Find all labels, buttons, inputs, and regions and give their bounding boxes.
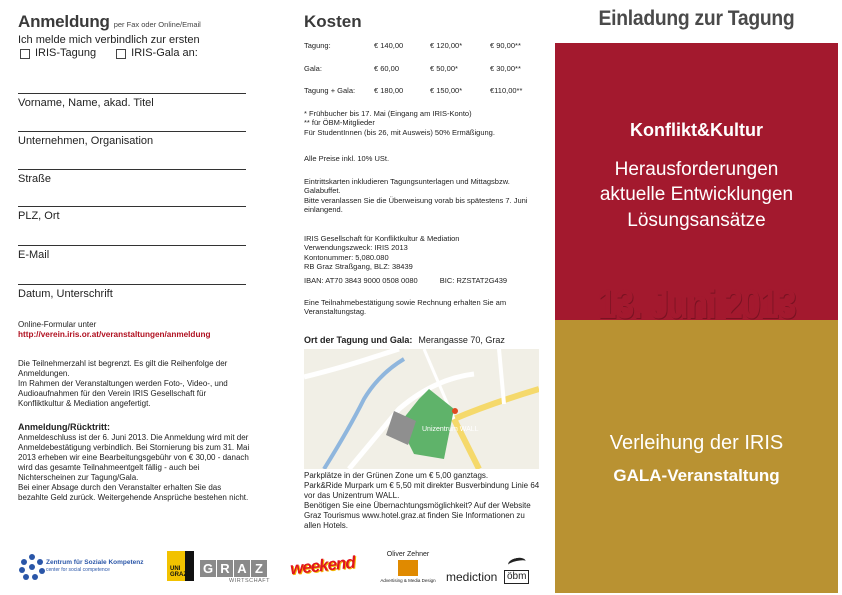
online-form-link[interactable]: http://verein.iris.or.at/veranstaltungen/anmeldung	[18, 330, 211, 339]
info-recording: Im Rahmen der Veranstaltungen werden Foto-, Video-, und Audioaufnahmen für den Verein IRIS Gesellschaft für Konfliktkultur & Mediation angefertigt.	[18, 379, 228, 408]
registration-note: per Fax oder Online/Email	[113, 20, 201, 29]
uni-graz-logo	[167, 551, 194, 581]
subtitle-challenges: Herausforderungen	[614, 159, 779, 180]
field-signature[interactable]: Datum, Unterschrift	[18, 284, 246, 300]
zfsk-logo	[18, 551, 158, 583]
weekend-logo	[289, 552, 368, 582]
zfsk-sub: center for social competence	[46, 567, 110, 573]
graz-wirtschaft-logo	[200, 560, 270, 586]
graz-letter: R	[217, 560, 233, 577]
online-form-info	[18, 320, 250, 340]
venue-address: Merangasse 70, Graz	[418, 335, 505, 345]
event-date: 13. Juni 2013	[597, 281, 796, 327]
zehner-sub: Advertising & Media Design	[380, 578, 436, 583]
graz-letter: Z	[251, 560, 267, 577]
zehner-name: Oliver Zehner	[386, 551, 430, 558]
cancellation-info	[18, 422, 250, 503]
venue-line	[304, 335, 505, 345]
table-row	[304, 64, 522, 87]
table-row	[304, 41, 522, 64]
cost-early: € 50,00*	[430, 63, 458, 73]
bank-details: IRIS Gesellschaft für Konfliktkultur & Mediation Verwendungszweck: IRIS 2013 Kontonummer: 5,080.080 RB Graz Straßgang, BLZ: 38439	[304, 234, 460, 272]
cost-label: Gala:	[304, 63, 322, 73]
online-label: Online-Formular unter	[18, 320, 97, 329]
cost-regular: € 180,00	[374, 86, 404, 95]
cost-label: Tagung + Gala:	[304, 86, 356, 95]
info-limit: Die Teilnehmerzahl ist begrenzt. Es gilt die Reihenfolge der Anmeldungen.	[18, 359, 228, 378]
graz-letter: G	[200, 560, 216, 577]
registration-intro: Ich melde mich verbindlich zur ersten	[18, 34, 200, 46]
swoosh-icon	[507, 556, 527, 570]
iban: IBAN: AT70 3843 9000 0508 0080	[304, 276, 418, 285]
zfsk-emblem-icon	[18, 553, 46, 581]
graz-letter: A	[234, 560, 250, 577]
checkbox-gala[interactable]	[116, 49, 126, 59]
gala-title: GALA-Veranstaltung	[613, 466, 780, 485]
obm-text: öbm	[504, 570, 529, 584]
graz-sub: WIRTSCHAFT	[229, 578, 270, 584]
participants-info	[18, 359, 250, 409]
map-place-label: Unizentrum WALL	[422, 426, 479, 433]
cost-member: €110,00**	[490, 86, 523, 95]
location-map[interactable]	[304, 349, 539, 469]
checkbox-tagung-label: IRIS-Tagung	[35, 47, 97, 59]
included-note: Eintrittskarten inkludieren Tagungsunterlagen und Mittagsbzw. Galabuffet. Bitte veranlassen Sie die Überweisung vorab bis spätestens 7. Juni einlangend.	[304, 177, 528, 215]
cancellation-text: Anmeldeschluss ist der 6. Juni 2013. Die Anmeldung wird mit der Anmeldebestätigung verbindlich. Bei Stornierung bis zum 31. Mai 2013 erheben wir eine Bearbeitungsgebühr von € 30,00 - danach wird das gesamte Teilnahmeentgelt fällig - auch bei Nichterscheinen zur Tagung/Gala.	[18, 433, 250, 482]
subtitle-solutions: Lösungsansätze	[627, 210, 766, 231]
registration-column	[18, 12, 250, 592]
vat-note: Alle Preise inkl. 10% USt.	[304, 154, 390, 163]
mediction-logo	[446, 556, 538, 586]
field-email[interactable]: E-Mail	[18, 245, 246, 261]
cost-regular: € 140,00	[374, 41, 404, 50]
costs-table	[304, 41, 522, 109]
cancellation-title: Anmeldung/Rücktritt:	[18, 422, 110, 432]
mediction-text: mediction	[446, 570, 498, 584]
zfsk-name: Zentrum für Soziale Kompetenz	[46, 559, 144, 566]
checkbox-tagung[interactable]	[20, 49, 30, 59]
field-street[interactable]: Straße	[18, 169, 246, 185]
bic: BIC: RZSTAT2G439	[439, 276, 508, 285]
venue-label: Ort der Tagung und Gala:	[304, 335, 413, 345]
price-notes: * Frühbucher bis 17. Mai (Eingang am IRIS-Konto) ** für ÖBM-Mitglieder Für StudentInnen (bis 26, mit Ausweis) 50% Ermäßigung.	[304, 109, 495, 137]
field-name[interactable]: Vorname, Name, akad. Titel	[18, 93, 246, 109]
table-row	[304, 86, 522, 109]
cost-early: € 150,00*	[430, 86, 463, 95]
registration-title	[18, 12, 250, 32]
zehner-logo	[373, 551, 443, 591]
cost-label: Tagung:	[304, 41, 331, 50]
weekend-text: weekend	[289, 552, 356, 579]
field-organisation[interactable]: Unternehmen, Organisation	[18, 131, 246, 147]
cost-regular: € 60,00	[374, 63, 400, 73]
registration-heading: Anmeldung	[18, 12, 110, 31]
cover-column	[555, 0, 842, 595]
award-title: Verleihung der IRIS	[609, 432, 784, 454]
map-graphic	[304, 349, 539, 469]
costs-title: Kosten	[304, 12, 362, 31]
cancellation-text-2: Bei einer Absage durch den Veranstalter erhalten Sie das bezahlte Geld zurück. Weitergehende Ansprüche bestehen nicht.	[18, 483, 249, 502]
conference-theme: Konflikt&Kultur	[630, 120, 763, 140]
cost-member: € 90,00**	[490, 41, 521, 50]
iban-line	[304, 276, 540, 285]
costs-column	[304, 12, 540, 592]
cover-gold-band	[555, 320, 838, 593]
checkbox-gala-label: IRIS-Gala an:	[131, 47, 198, 59]
event-choice	[18, 47, 250, 60]
confirmation-note: Eine Teilnahmebestätigung sowie Rechnung erhalten Sie am Veranstaltungstag.	[304, 298, 507, 317]
parking-info: Parkplätze in der Grünen Zone um € 5,00 ganztags. Park&Ride Murpark um € 5,50 mit direkter Busverbindung Linie 64 vor das Unizentrum WALL. Benötigen Sie eine Übernachtungsmöglichkeit? Auf der Website Graz Tourismus www.hotel.graz.at finden Sie Informationen zu allen Hotels.	[304, 471, 540, 530]
field-city[interactable]: PLZ, Ort	[18, 206, 246, 222]
zehner-mark-icon	[398, 560, 418, 576]
subtitle-developments: aktuelle Entwicklungen	[599, 184, 794, 205]
cost-early: € 120,00*	[430, 41, 463, 50]
invitation-title: Einladung zur Tagung	[598, 7, 795, 30]
uni-graz-text: UNI GRAZ	[170, 566, 187, 578]
cost-member: € 30,00**	[490, 63, 521, 73]
